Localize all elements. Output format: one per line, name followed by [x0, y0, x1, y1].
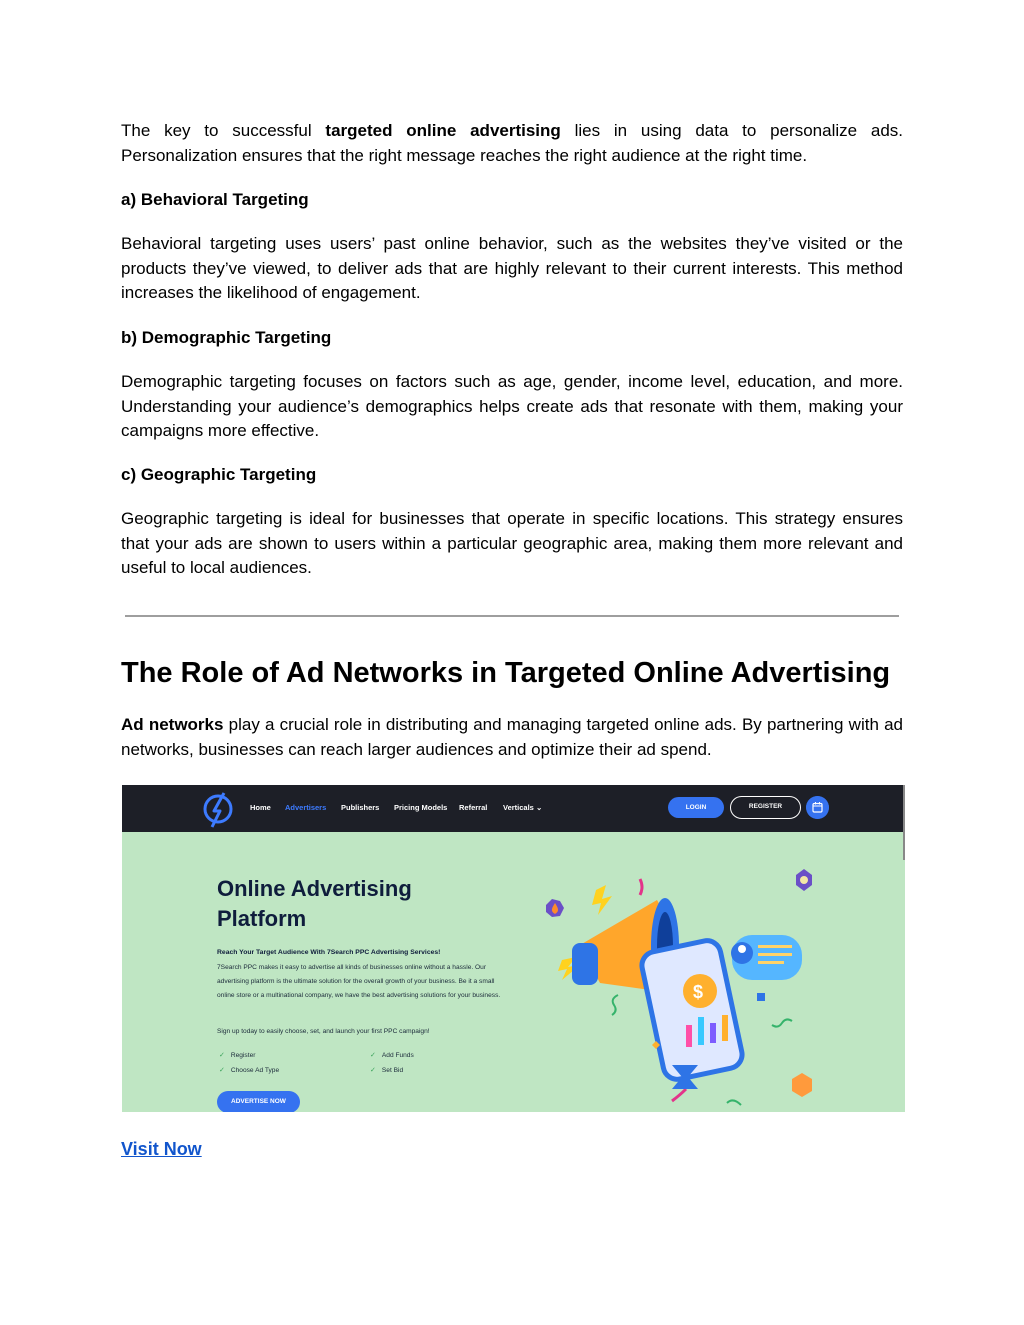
megaphone-phone-illustration: [522, 865, 822, 1112]
section-heading-ad-networks: The Role of Ad Networks in Targeted Online Advertising: [121, 657, 891, 689]
step-label: Register: [230, 1052, 256, 1059]
nav-verticals-label: Verticals: [503, 803, 534, 812]
visit-now-link[interactable]: Visit Now: [121, 1139, 202, 1159]
login-button[interactable]: LOGIN: [668, 797, 724, 818]
paragraph-geographic-targeting: Geographic targeting is ideal for businesses that operate in specific locations. This strategy ensures that your ads are shown to users within a particular geographic area, making them more relevant and useful to local audiences.: [121, 509, 903, 577]
step-label: Add Funds: [381, 1052, 414, 1059]
hero-title-line1: Online Advertising: [217, 876, 412, 901]
intro-bold-term: targeted online advertising: [325, 121, 561, 140]
nav-advertisers[interactable]: Advertisers: [285, 803, 327, 812]
paragraph-demographic-targeting: Demographic targeting focuses on factors such as age, gender, income level, education, and more. Understanding your audience’s demographics helps create ads that resonate with them, making your campaigns more effective.: [121, 372, 903, 440]
hero-title: [217, 874, 477, 934]
register-button[interactable]: REGISTER: [730, 796, 801, 819]
horizontal-divider: [125, 615, 899, 617]
hero-body: 7Search PPC makes it easy to advertise all kinds of businesses online without a hassle. Our advertising platform is the ultimate solution for the overall growth of your business. Be it a small online store or a multinational company, we have the best advertising solutions for your business.: [217, 964, 501, 999]
step-set-bid: [370, 1066, 403, 1074]
step-register: [219, 1051, 255, 1059]
chevron-down-icon: ⌄: [535, 803, 543, 812]
logo-icon: [200, 789, 236, 829]
embedded-website-screenshot: [122, 785, 905, 1112]
nav-referral[interactable]: Referral: [459, 803, 488, 812]
nav-publishers[interactable]: Publishers: [341, 803, 380, 812]
step-label: Set Bid: [381, 1067, 404, 1074]
advertise-now-button[interactable]: ADVERTISE NOW: [217, 1091, 300, 1112]
check-icon: ✓: [219, 1052, 225, 1059]
nav-verticals[interactable]: [503, 803, 542, 812]
check-icon: ✓: [370, 1052, 376, 1059]
step-label: Choose Ad Type: [230, 1067, 280, 1074]
paragraph-ad-networks: [121, 713, 903, 762]
step-add-funds: [370, 1051, 414, 1059]
intro-text-start: The key to successful: [121, 121, 326, 140]
heading-geographic-targeting: c) Geographic Targeting: [121, 465, 317, 484]
speaker-badge-icon: [792, 1073, 812, 1097]
paragraph-behavioral-targeting: Behavioral targeting uses users’ past online behavior, such as the websites they’ve visited or the products they’ve viewed, to deliver ads that are highly relevant to their current interests. This method increases the likelihood of engagement.: [121, 234, 903, 302]
heading-demographic-targeting: b) Demographic Targeting: [121, 328, 332, 347]
heading-behavioral-targeting: a) Behavioral Targeting: [121, 190, 309, 209]
intro-text-end: lies in using data to personalize ads. Personalization ensures that the right message reaches the right audience at the right time.: [121, 121, 903, 165]
nav-pricing-models[interactable]: Pricing Models: [394, 803, 448, 812]
hero-subtitle: Reach Your Target Audience With 7Search PPC Advertising Services!: [217, 949, 441, 956]
check-icon: ✓: [370, 1067, 376, 1074]
screenshot-navbar: [122, 785, 905, 832]
svg-text:$: $: [693, 982, 704, 1002]
nav-home[interactable]: Home: [250, 803, 271, 812]
hero-signup-text: Sign up today to easily choose, set, and launch your first PPC campaign!: [217, 1028, 430, 1035]
intro-paragraph: [121, 119, 903, 168]
check-icon: ✓: [219, 1067, 225, 1074]
scrollbar[interactable]: [903, 785, 905, 860]
calendar-icon[interactable]: [806, 796, 829, 819]
ad-networks-text: play a crucial role in distributing and managing targeted online ads. By partnering with ad networks, businesses can reach larger audiences and optimize their ad spend.: [121, 715, 903, 759]
hero-title-line2: Platform: [217, 906, 307, 931]
step-choose-ad-type: [219, 1066, 279, 1074]
ad-networks-bold-term: Ad networks: [121, 715, 224, 734]
